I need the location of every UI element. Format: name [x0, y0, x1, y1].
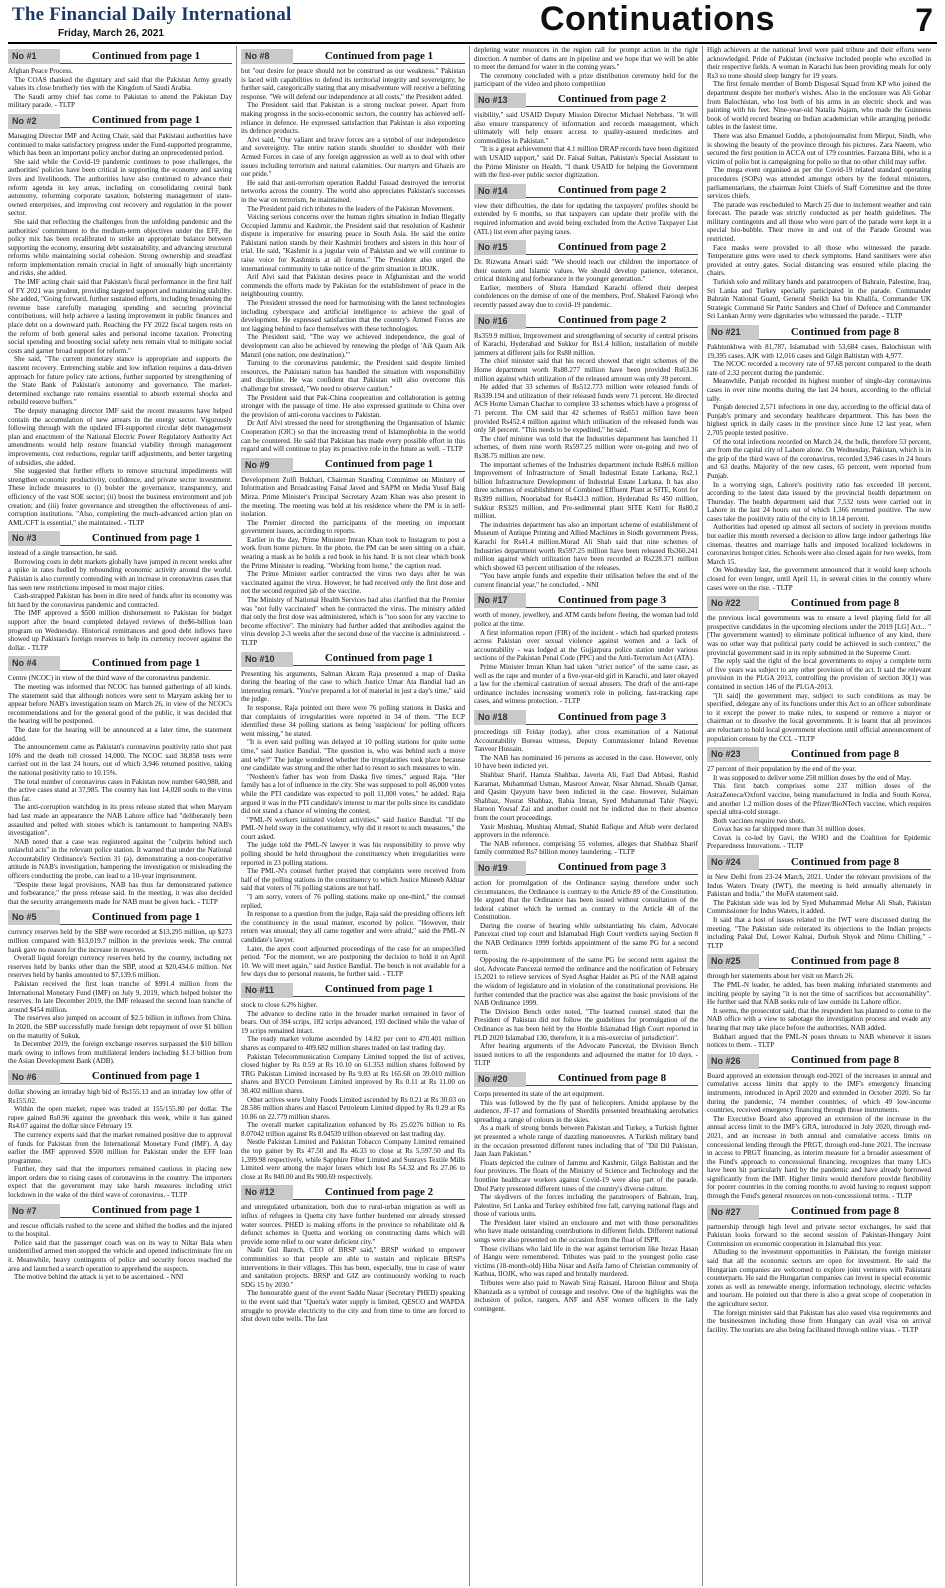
article-paragraph: Nestle Pakistan Limited and Pakistan Tobacco Company Limited remained the top gainer by Rs 47.50 and Rs 46.33 to close at Rs 5,597.50 and Rs 1,399.98 respectively, while Sapphire Fiber Limited and Sunrays Textile Mills Limited were among the major losers which lost Rs 54.32 and Rs 27.06 to close at Rs 840.00 and Rs 900.69 respectively.: [241, 1138, 465, 1181]
continued-from-label: Continued from page 1: [293, 983, 465, 997]
article-number-tag: No #4: [8, 656, 60, 671]
article-number-tag: No #8: [241, 49, 293, 64]
continued-from-label: Continued from page 1: [60, 114, 232, 128]
column-1: [8, 46, 232, 1586]
article-paragraph: Development Zulfi Bukhari, Chairman Standing Committee on Ministry of Information and Broadcasting Faisal Javed and SAPM on Media Yusuf Baig Mirza. Prime Minister's Principal Secretary Azam Khan was also present in the meeting. The meeting was held at his residence where the PM is in self-isolation.: [241, 475, 465, 519]
article-paragraph: The announcement came as Pakistan's coronavirus positivity ratio shot past 10% and the death toll crossed 14,000. The NCOC said 38,858 tests were carried out in the last 24 hours, out of which 3,946 returned positive, taking the national positivity ratio to 10.15%.: [8, 743, 232, 777]
article-paragraph: The IMF acting chair said that Pakistan's fiscal performance in the first half of FY 2021 was prudent, providing targeted support and maintaining stability. She added, "Going forward, further sustained efforts, including broadening the revenue base carefully managing spending and securing provincial contributions, will help achieve a lasting improvement in public finances and place debt on a downward path. Reaching the FY 2022 fiscal targets rests on the reform of both general sales and personal income taxation. Protecting social spending and boosting social safety nets remain vital to mitigate social costs and garner broad support for reform.": [8, 278, 232, 355]
article-paragraph: The foreign minister said that Pakistan has also eased visa requirements and the businessmen including those from Hungary can avail visa on arrival facility. The tourists are also being facilitated through online visas. - TLTP: [707, 1308, 931, 1334]
article-paragraph: The President later visited an enclosure and met with those personalities who have made outstanding contributions in different fields. Different national songs were also presented on the occasion from the float of ISPR.: [474, 1218, 698, 1245]
article-paragraph: Covax is co-led by Gavi, the WHO and the Coalition for Epidemic Preparedness Innovations. - TLTP: [707, 833, 931, 851]
article-heading: [707, 596, 931, 611]
article-paragraph: He added that 33 schemes of Rs512.773 million were released funds of Rs339.194 and utilization of their released funds were 71 percent. He directed ACS Home Usman Chachar to complete 33 schemes which have a progress of 71 percent. The CM said that 42 schemes of Rs651 million have been provided Rs452.4 million against which utilisation of the released funds was only 58 percent. "This needs to be expedited," he said.: [474, 383, 698, 435]
continued-from-label: Continued from page 1: [60, 532, 232, 546]
article-paragraph: She said while the Covid-19 pandemic continues to pose challenges, the authorities' policies have been critical in supporting the economy and saving lives and livelihoods. The authorities have also continued to advance their reform agenda in key areas, including on consolidating central bank autonomy, reforming corporate taxation, bolstering management of state-owned enterprises, and improving cost recovery and regulation in the power sector.: [8, 157, 232, 218]
article-number-tag: No #13: [474, 93, 526, 108]
continued-from-label: Continued from page 8: [759, 1205, 931, 1219]
article-paragraph: "You have ample funds and expedite their utilisation before the end of the current financial year," he concluded. - NNI: [474, 572, 698, 589]
continued-from-label: Continued from page 2: [526, 93, 698, 107]
article-paragraph: In response, Raja pointed out there were 76 polling stations in Daska and that complaints of irregularities were reported in 34 of them. "The ECP identified these 34 polling stations as being 'suspicious' for polling officers went missing," he stated.: [241, 703, 465, 738]
continuation-article: [707, 596, 931, 743]
article-paragraph: The chief minister said that his record showed that eight schemes of the Home department worth Rs88.277 million have been provided Rs63.36 million against which utilization of the released amount was only 39 percent.: [474, 357, 698, 383]
continued-from-label: Continued from page 2: [526, 314, 698, 328]
continued-from-label: Continued from page 1: [60, 1204, 232, 1218]
article-paragraph: The Executive Board also approved an extension of the increase in the annual access limit to the IMF's GRA, introduced in July 2020, through end-2021, and an increase in both annual and cumulative access limits on concessional lending through the PRGT, through end-June 2021. The increase in access to PRGT financing, as interim measure for a broader assessment of the Fund's approach to concessional financing, recognizes that many LICs have been hit particularly hard by the pandemic and have already borrowed significantly from the IMF. Higher limits would therefore provide flexibility for poorer countries in the coming months to avoid having to request support through the Fund's general resources on non-concessional terms. - TLTP: [707, 1114, 931, 1201]
article-paragraph: Afghan Peace Process.: [8, 67, 73, 75]
article-paragraph: It was supposed to deliver some 258 million doses by the end of May.: [713, 773, 912, 782]
article-number-tag: No #22: [707, 596, 759, 611]
continuation-article: [707, 1054, 931, 1201]
article-paragraph: The Ministry of National Health Services had also clarified that the Premier was "not fully vaccinated" when he contracted the virus. The ministry added that only the first dose was administered, which is "too soon for any vaccine to become effective". The ministry had further added that antibodies against the virus develop 2-3 weeks after the second dose of the vaccine is administered. - TLTP: [241, 596, 465, 647]
article-paragraph: The meeting was informed that NCOC has banned gatherings of all kinds. The statement said that although notices were sent to Maryam asking her to appear before NAB's investigation team on March 26, in view of the NCOC's recommendations and for the general good of the public, it was decided that the hearing will be postponed.: [8, 683, 232, 726]
article-heading: [8, 531, 232, 546]
article-paragraph: There was also Emanuel Guddo, a photojournalist from Mirpur, Sindh, who is showing the beauty of the province through his pictures. Zara Naeem, who secured the first position in ACCA out of 179 countries. Farzana Bibi, who is a victim of polio but is campaigning for polio so that no other child may suffer.: [707, 131, 931, 166]
article-paragraph: She suggested that further efforts to remove structural impediments will strengthen economic productivity, confidence, and private sector investment. These include measures to (i) bolster the governance, transparency, and efficiency of the vast SOE sector; (ii) boost the business environment and job creation; and (iii) foster governance and strengthen the effectiveness of anti-corruption institutions. "Also, completing the much-advanced action plan on AML/CFT is essential," she maintained. - TLTP: [8, 467, 232, 527]
article-paragraph: in New Delhi from 23-24 March, 2021. Under the relevant provisions of the Indus Waters Treaty (IWT), the meeting is held annually alternately in Pakistan and India," the MoFA statement said.: [707, 873, 931, 899]
article-paragraph: Overall liquid foreign currency reserves held by the country, including net reserves held by banks other than the SBP, stood at $20,434.6 million. Net reserves held by banks amounted to $7,139.6 million.: [8, 954, 232, 980]
article-paragraph: The industries department has also an important scheme of establishment of Museum of Antique Printing and Allied Machines in Sindh government Press, Karachi for Rs41.4 million.Murad Ali Shah said that nine schemes of Industries department worth Rs597.25 million have been released Rs360.241 million against which utilization have been recorded at Rs228.371 million which showed 63 percent utilisation of the releases.: [474, 520, 698, 572]
continuation-article: [707, 747, 931, 851]
continuation-article: [707, 954, 931, 1049]
article-heading: [8, 656, 232, 671]
continuation-article: [707, 325, 931, 592]
article-paragraph: Bukhari argued that the PML-N poses threats to NAB whenever it issues notices to them. - TLTP: [707, 1032, 931, 1050]
article-number-tag: No #20: [474, 1072, 526, 1087]
article-paragraph: On Wednesday last, the government announced that it would keep schools closed for even longer, until April 11, in several cities in the country where cases were on the rise. - TLTP: [707, 566, 931, 592]
article-paragraph: Opposing the re-appointment of the same PG for second term against the slot, Advocate Pancezai termed the ordinance and the notification of February 15,2021 to relieve services of Syed Asghar Haider as PG of the NAB against the wisdom of legislature and in violation of the constitutional provisions. He further contended that the practice was also against the basic provisions of the NAB Ordinance 1999.: [474, 956, 698, 1008]
article-paragraph: The NCOC recorded a recovery rate of 97.68 percent compared to the death rate of 2.32 percent during the pandemic.: [707, 360, 931, 377]
article-paragraph: Further, they said that the importers remained cautious in placing new import orders due to rising cases of coronavirus in the country. The importers expect that the government may take harsh measures including strict lockdown in the wake of the third wave of coronavirus. - TLTP: [8, 1165, 232, 1200]
article-paragraph: instead of a single transaction, he said.: [8, 549, 118, 558]
section-title: Continuations: [540, 0, 776, 38]
article-number-tag: No #17: [474, 593, 526, 608]
continued-from-label: Continued from page 1: [60, 1070, 232, 1084]
article-heading: [241, 458, 465, 473]
article-paragraph: Within the open market, rupee was traded at 155/155.80 per dollar. The rupee gained Rs0.96 against the greenback this week, while it has gained Rs4.07 against the dollar since February 19.: [8, 1105, 232, 1131]
continued-from-label: Continued from page 3: [526, 861, 698, 875]
article-paragraph: It seems, the prosecutor said, that the respondent has planned to come to the NAB office with a view to sabotage the investigation process and evade any hearing that may take place before the authorities, NAB added.: [707, 1006, 931, 1032]
article-paragraph: NAB noted that a case was registered against the "culprits behind such unlawful acts" in the relevant police station. It warned that under the National Accountability Ordinance's Section 31 (a), demonstrating a non-cooperative attitude in NAB's investigation, hampering the investigation or misleading the officers conducting the probe, can lead to a 10-year imprisonment.: [8, 837, 232, 881]
continued-from-label: Continued from page 1: [60, 50, 232, 64]
article-paragraph: The skydivers of the forces including the paratroopers of Bahrain, Iraq, Palestine, Sri Lanka and Turkey exhibited free fall, carrying national flags and those of various units.: [474, 1193, 698, 1219]
article-heading: [241, 1185, 465, 1200]
article-heading: [474, 314, 698, 329]
article-paragraph: Covax has so far shipped more than 31 million doses.: [713, 825, 866, 834]
article-paragraph: This first batch comprises some 237 million doses of the AstraZeneca/Oxford vaccine, being manufactured in India and South Korea, and another 1.2 million doses of the Pfizer/BioNTech vaccine, which requires special ultra-cold storage.: [707, 782, 931, 817]
article-paragraph: The currency experts said that the market remained positive due to approval of funds for Pakistan from the International Monetary Fund (IMF). A day earlier the IMF approved $500 million for Pakistan under the EFF loan programme.: [8, 1130, 232, 1165]
article-paragraph: Authorities had opened up almost all sectors of society in previous months but earlier this month reversed a decision to allow large indoor gatherings like cinemas, theatres and marriage halls and imposed localized lockdowns in coronavirus hotspot cities. Schools were also closed again for two weeks, from March 15.: [707, 523, 931, 566]
continuation-article: [707, 46, 931, 321]
article-paragraph: Managing Director IMF and Acting Chair, said that Pakistani authorities have continued to make satisfactory progress under the Fund-supported programme, which has been an important policy anchor during an unprecedented period.: [8, 131, 232, 158]
article-heading: [474, 93, 698, 108]
article-number-tag: No #23: [707, 747, 759, 762]
article-heading: [474, 184, 698, 199]
article-heading: [241, 652, 465, 667]
continued-from-label: Continued from page 3: [526, 711, 698, 725]
article-paragraph: High achievers at the national level were paid tribute and their efforts were acknowledged. Pride of Pakistan (inclusive included people who excelled in their respective fields. A woman in Karachi has been providing meals for only Rs3 so none should sleep hungry for 19 years.: [707, 46, 931, 80]
article-paragraph: Arif Alvi said that Pakistan desires peace in Afghanistan and the world commends the efforts made by Pakistan for the establishment of peace in the neighbouring country.: [241, 273, 465, 299]
continuation-article: [8, 49, 232, 110]
article-heading: [474, 240, 698, 255]
continuation-article: [241, 983, 465, 1181]
article-heading: [707, 954, 931, 969]
article-paragraph: She said, "The current monetary stance is appropriate and supports the nascent recovery. Entrenching stable and low inflation requires a data-driven approach for future policy rate actions, further supported by strengthening of the State Bank of Pakistan's autonomy and governance. The market-determined exchange rate remains essential to absorb external shocks and rebuild reserve buffers.": [8, 355, 232, 407]
continuation-article: [241, 1185, 465, 1323]
article-paragraph: The advance to decline ratio in the broader market remained in favor of bears. Out of 394 scrips, 182 scrips advanced, 193 declined while the value of 19 scrips remained intact.: [241, 1009, 465, 1035]
article-paragraph: "It is even said polling was delayed at 10 polling stations for quite some time," said Justice Bandial. "The question is, who was behind such a move and why?" The judge wondered whether the irregularities took place because one candidate was strong and the other had to resort to such measures to win.: [241, 738, 465, 773]
article-heading: [8, 1204, 232, 1219]
article-paragraph: Borrowing costs in debt markets globally have jumped in recent weeks after a spike in rates fuelled by rebounding economic activity around the world. Pakistan is also currently contending with an increase in coronavirus cases that has seen new restrictions imposed in most major cities.: [8, 557, 232, 592]
continuation-article: [474, 184, 698, 236]
article-number-tag: No #11: [241, 983, 293, 998]
continued-from-label: Continued from page 1: [60, 911, 232, 925]
issue-date: Friday, March 26, 2021: [58, 28, 164, 39]
article-number-tag: No #7: [8, 1204, 60, 1219]
article-paragraph: As a mark of strong bonds between Pakistan and Turkey, a Turkish fighter jet presented a whole range of dazzling manoeuvres. A Turkish military band in the occasion presented different tunes including that of "Dil Dil Pakistan, Jaan Jaan Pakistan.": [474, 1124, 698, 1159]
article-paragraph: In a worrying sign, Lahore's positivity ratio has exceeded 18 percent, according to the latest data issued by the provincial health department on Thursday. The health department said that 7,532 tests were carried out in Lahore in the last 24 hours out of which 1,366 returned positive. The new cases take the positivity ratio of the city to 18.14 percent.: [707, 480, 931, 523]
article-number-tag: No #14: [474, 184, 526, 199]
article-paragraph: He said that anti-terrorism operation Raddul Fassad destroyed the terrorist networks across the country. The world also appreciates Pakistan's successes in the war on terrorism, he maintained.: [241, 178, 465, 204]
continued-from-label: Continued from page 3: [526, 594, 698, 608]
article-paragraph: 27 percent of their population by the end of the year.: [707, 765, 857, 774]
article-paragraph: The total number of coronavirus cases in Pakistan now number 640,988, and the active cases stand at 37,985. The country has lost 14,028 souls to the virus thus far.: [8, 777, 232, 803]
article-paragraph: Board approved an extension through end-2021 of the increases in annual and cumulative access limits that apply to the IMF's emergency financing instruments, introduced in April 2020 and extended in October 2020. So far during the pandemic, 74 member countries, of which 49 low-income countries, received emergency financing through those instruments.: [707, 1071, 931, 1115]
article-paragraph: visibility," said USAID Deputy Mission Director Michael Nehrbass. "It will also ensure transparency of information and records management, which ultimately will help ensure access to quality-assured medicines and commodities in Pakistan.": [474, 110, 698, 145]
article-paragraph: The overall market capitalization enhanced by Rs 25.0276 billion to Rs 8.07042 trillion against Rs 8.04539 trillion observed on last trading day.: [241, 1121, 465, 1138]
article-paragraph: The anti-corruption watchdog in its press release stated that when Maryam had last made an appearance the NAB Lahore office had "deliberately been assaulted and pelted with stones which is tantamount to hampering NAB's investigation".: [8, 803, 232, 838]
article-heading: [8, 1070, 232, 1085]
continued-from-label: Continued from page 8: [759, 326, 931, 340]
article-paragraph: The date for the hearing will be announced at a later time, the statement added.: [8, 725, 232, 743]
continuation-article: [474, 593, 698, 706]
masthead-rule: [8, 42, 937, 44]
article-paragraph: She said that reflecting the challenges from the unfolding pandemic and the authorities' commitment to the medium-term objectives under the EFF, the policy mix has been recalibrated to strike an appropriate balance between supporting the economy, ensuring debt sustainability, and advancing structural reforms while maintaining social cohesion. Strong ownership and steadfast reform implementation remain crucial in light of unusually high uncertainty and risks, she added.: [8, 217, 232, 278]
article-heading: [474, 861, 698, 876]
article-paragraph: Floats depicted the culture of Jammu and Kashmir, Gilgit Baltistan and the four provinces. The floats of the Ministry of Science and Technology and the frontline healthcare workers against Covid-19 were also part of the parade. Dhol Party presented different tunes of the country's diverse culture.: [474, 1158, 698, 1193]
continuation-article: [241, 49, 465, 454]
column-3: [474, 46, 698, 1586]
article-heading: [707, 325, 931, 340]
article-number-tag: No #25: [707, 954, 759, 969]
continuation-article: [707, 855, 931, 950]
article-paragraph: It said that a host of issues related to the IWT were discussed during the meeting. "The Pakistan side reiterated its objections to the Indian projects including Pakal Dul, Lower Kalnai, Durbuk Shyok and Nimu Chilling." - TLTP: [707, 916, 931, 950]
continuation-article: [8, 1204, 232, 1282]
article-paragraph: After hearing arguments of the Advocate Pancezai, the Division Bench issued notices to all the respondents and adjourned the matter for 10 days. - TLTP: [474, 1042, 698, 1068]
article-number-tag: No #3: [8, 531, 60, 546]
article-number-tag: No #19: [474, 861, 526, 876]
continued-from-label: Continued from page 8: [759, 748, 931, 762]
article-number-tag: No #10: [241, 652, 293, 667]
column-divider: [469, 46, 470, 1586]
article-paragraph: "[It said] the government may, subject to such conditions as may be specified, delegate any of its functions under this Act to an officer subordinate to it except the power to make rules, to suspend or remove a mayor or chairman or to dissolve the local governments. It is learnt that all provinces are reluctant to hold local government elections until official announcement of population census by the CCI. - TLTP: [707, 691, 931, 743]
article-paragraph: The President said that Pak-China cooperation and collaboration is getting stronger with the passage of time. He also expressed gratitude to China over the provision of anti-corona vaccines to Pakistan.: [241, 393, 465, 419]
continued-from-label: Continued from page 8: [759, 597, 931, 611]
article-paragraph: Punjab detected 2,571 infections in one day, according to the official data of Punjab's primary and secondary healthcare department. This has been the highest uptick in daily cases in the province since June 12 last year, when 2,705 people tested positive.: [707, 403, 931, 437]
article-paragraph: The motive behind the attack is yet to be ascertained. - NNI: [14, 1273, 184, 1282]
article-paragraph: proceedings till Friday (today), after cross examination of a National Accountability Bureau witness, Deputy Commissioner Inland Revenue Tanveer Hussain.: [474, 728, 698, 754]
article-paragraph: The President said, "The way we achieved independence, the goal of development can also be achieved by renewing the pledge of 'Aik Qaum Aik Manzil (one nation, one destination).'": [241, 333, 465, 359]
article-paragraph: The parade was rescheduled to March 25 due to inclement weather and rain forecast. The parade was strictly conducted as per health guidelines. The military contingents and all those who were part of the parade were kept in a special bio-bubble. Their move in and out of the Parade Ground was restricted.: [707, 200, 931, 244]
continuation-article: [8, 1070, 232, 1200]
article-heading: [241, 49, 465, 64]
article-paragraph: The reply said the right of the local governments to enjoy a complete term of five years was subject to any other provision of the act. It said the relevant provision in the PLGA 2013, controlling the provision of section 30(1) was contained in section 146 of the PLGA-2013.: [707, 657, 931, 691]
article-paragraph: view their difficulties, the date for updating the taxpayers' profiles should be extended by 6 months, so that taxpayers can update their profile with the required information and avoid being excluded from the Active Taxpayer List (ATL) list even after paying taxes.: [474, 201, 698, 236]
newspaper-name: The Financial Daily International: [12, 4, 292, 25]
article-paragraph: Turkish solo and military bands and paratroopers of Bahrain, Palestine, Iraq, Sri Lanka and Turkey specially participated in the parade. Commander Bahrain National Guard, General Sheikh Isa bin Khalifa, Commander UK Strategic Command Sir Patric Sanders and Chief of Defence and Commander Sri Lankan Army were dignitaries who witnessed the parade. - TLTP: [707, 278, 931, 321]
article-heading: [8, 49, 232, 64]
continuation-article: [474, 46, 698, 89]
article-paragraph: "Nosheen's father has won from Daska five times," argued Raja. "Her family has a lot of influence in the city. She was supposed to poll 46,000 votes while the PTI candidate was expected to poll 11,000 votes," he added. Raja argued it was in the PTI candidate's interest to mar the polls since its candidate did not stand a chance of winning the contest.: [241, 772, 465, 816]
article-paragraph: The PML-N leader, he added, has been making infuriated statements and inciting people by saying "it is not the time of sacrifices but accountability". He further said that NAB seeks rule of law outside its Lahore office.: [707, 981, 931, 1007]
continuation-article: [8, 531, 232, 652]
article-paragraph: stock to close 6.2% higher.: [241, 1000, 318, 1009]
article-paragraph: The President paid rich tributes to the leaders of the Pakistan Movement.: [247, 204, 454, 213]
article-paragraph: The honourable guest of the event Saddu Nasar (Secretary PHED) speaking to the event said that "Quetta's water supply is limited, QESCO and WAPDA struggle to provide electricity to the city and from time to time are forced to shut down tube wells. The fast: [241, 1289, 465, 1324]
article-number-tag: No #9: [241, 458, 293, 473]
article-paragraph: The deputy managing director IMF said the recent measures have helped contain the accumulation of new arrears in the energy sector. Vigorously following through with the updated IFI-supported circular debt management plan and enactment of the National Electric Power Regulatory Authority Act amendments would help restore financial viability through management improvements, cost reductions, regular tariff adjustments, and better targeting of subsidies, she added.: [8, 406, 232, 467]
article-paragraph: The IMF approved a $500 million disbursement to Pakistan for budget support after the board completed delayed reviews of the$6-billion loan program on Wednesday. Historical remittances and good debt inflows have showed up Pakistan's foreign reserves to help its currency recover against the dollar. - TLTP: [8, 609, 232, 652]
article-heading: [707, 855, 931, 870]
article-paragraph: worth of money, jewellery, and ATM cards before fleeing, the woman had told police at the time.: [474, 611, 698, 629]
continued-from-label: Continued from page 2: [526, 184, 698, 198]
continued-from-label: Continued from page 1: [293, 50, 465, 64]
continuation-article: [474, 93, 698, 180]
article-paragraph: The PML-N's counsel further prayed that complaints were received from half of the polling stations in the constituency to which Justice Muneeb Akhtar said that voters of 76 polling stations are not half.: [241, 867, 465, 893]
continued-from-label: Continued from page 2: [293, 1186, 465, 1200]
article-paragraph: The COAS thanked the dignitary and said that the Pakistan Army greatly values its close brotherly ties with the Kingdom of Saudi Arabia.: [8, 75, 232, 93]
article-paragraph: and unregulated urbanization, both due to rural-urban migration as well as influx of refugees in Quetta city have further burdened our already stressed water sources. PHED is making efforts in the province to rehabilitate old & defunct schemes in Quetta and working on constructing dams which will provide some relief to our water deficient city.": [241, 1203, 465, 1246]
continuation-article: [474, 240, 698, 310]
column-4: [707, 46, 931, 1586]
article-paragraph: This was followed by the fly past of helicopters. Amidst applause by the audience, JF-17 and formations of Sherdils presented breathtaking aerobatics spreading a range of colours in the skies.: [474, 1098, 698, 1124]
article-paragraph: partnership through high level and private sector exchanges, he said that Pakistan looks forward to the second session of Pakistan-Hungary Joint Commission on economic cooperation in Islamabad this year.: [707, 1222, 931, 1248]
article-heading: [707, 747, 931, 762]
article-paragraph: The first female member of Bomb Disposal Squad from KP who joined the department despite her mother's wishes. Also in the enclosure was Ali Gohar from Balochistan, who lost both of his arms in an electric shock and was painting with his feet. Nine-year-old Natalia Najam, who made the Guinness book of world record bearing on Indian academician while arranging periodic tables in the fastest time.: [707, 80, 931, 132]
article-paragraph: Pakistan Telecommunication Company Limited topped the list of actives, closed higher by Rs 0.59 at Rs 10.10 on 61.353 million shares followed by TRG Pakistan Limited increased by Rs 9.83 at Rs 165.68 on 39.010 million shares and BYCO Petroleum Limited improved by Rs 0.11 at Rs 11.00 on 38.402 million shares.: [241, 1052, 465, 1095]
article-heading: [8, 114, 232, 129]
article-paragraph: During the course of hearing while substantiating his claim, Advocate Pancezai cited top court and Islamabad High Court verdicts saying Section 8 the NAB Ordinance 1999 forbids appointment of the same PG for a second term.: [474, 921, 698, 956]
continuation-article: [8, 114, 232, 527]
continuation-article: [474, 314, 698, 590]
article-paragraph: Alvi said, "Our valiant and brave forces are a symbol of our independence and sovereignty. The entire nation stands shoulder to shoulder with their Armed Forces in case of any foreign aggression as well as to deal with other issues including terrorism and natural calamities. Our martyrs and Ghazis are our pride.": [241, 135, 465, 179]
continuation-article: [474, 861, 698, 1068]
article-heading: [474, 1072, 698, 1087]
continued-from-label: Continued from page 8: [526, 1072, 698, 1086]
article-paragraph: The Premier directed the participants of the meeting on important government issues, according to reports.: [241, 518, 465, 536]
article-paragraph: Dr. Rizwana Ansari said: "We should teach our children the importance of their eastern and Islamic values. We should develop patience, tolerance, critical thinking and forbearance in the younger generation.": [474, 258, 698, 284]
column-divider: [236, 46, 237, 1586]
article-paragraph: action for promulgation of the Ordinance saying therefore under such circumstances, the Ordinance is contrary to the Article 89 of the Constitution. He argued that the Ordinance has been issued without consultation of the federal cabinet which he termed as contrary to the Article 48 of the Constitution.: [474, 878, 698, 922]
article-paragraph: dollar showing an intraday high bid of Rs155.13 and an intraday low offer of Rs155.02.: [8, 1087, 232, 1105]
article-paragraph: The ready market volume ascended by 14.82 per cent to 470.401 million shares as compared to 409.682 million shares traded on last trading day.: [241, 1035, 465, 1052]
article-heading: [474, 710, 698, 725]
article-heading: [241, 983, 465, 998]
continued-from-label: Continued from page 8: [759, 1054, 931, 1068]
article-paragraph: Tributes were also paid to Nawab Siraj Raisani, Haroon Bilour and Shuja Khanzada as a symbol of courage and resolve. One of the highlights was the inclusion of police, rangers, ANF and ASF women officers in the lady contingent.: [474, 1279, 698, 1313]
article-paragraph: The ceremony concluded with a prize distribution ceremony held for the participant of the video and photo competition: [474, 71, 698, 89]
article-number-tag: No #2: [8, 114, 60, 129]
masthead: [0, 0, 945, 48]
continued-from-label: Continued from page 8: [759, 955, 931, 969]
article-paragraph: Pakhtunkhwa with 81,787, Islamabad with 53,684 cases, Balochistan with 19,395 cases, AJK with 12,016 cases and Gilgit Baltistan with 4,977.: [707, 343, 931, 360]
article-heading: [707, 1054, 931, 1069]
article-paragraph: "I am sorry, voters of 76 polling stations make up one-third," the counsel replied.: [241, 893, 465, 910]
article-paragraph: Centre (NCOC) in view of the third wave of the coronavirus pandemic.: [8, 674, 211, 683]
page-number: 7: [915, 2, 933, 38]
article-paragraph: currency reserves held by the SBP were recorded at $13,295 million, up $273 million compared with $13,019.7 million in the previous week. The central bank gave no reason for the increase in reserves.: [8, 928, 232, 954]
article-paragraph: Pakistan received the first loan tranche of $991.4 million from the International Monetary Fund (IMF) on July 9, 2019, which helped bolster the reserves. In late December 2019, the IMF released the second loan tranche of around $454 million.: [8, 980, 232, 1014]
article-number-tag: No #1: [8, 49, 60, 64]
article-paragraph: The important schemes of the Industries department include Rs86.6 million Improvement of Infrastructure of Small Industrial Estate Larkana, Rs2.1 billion Infrastructure Development of Industrial Estate Larkana. It has also three schemes of establishment of Combined Effluent Plant at SITE, Kotri for Rs399 million, Nooriabad for Rs443.3 million, Hyderabad Rs 450 million, Sukkur RS325 million, and Pre-sedimental plant SITE Kotri for Rs80.2 million.: [474, 460, 698, 521]
article-paragraph: Earlier, members of Shura Hamdard Karachi offered their deepest condolences on the demise of one of the members, Prof. Shakeel Farooqi who recently passed away due to covid-19 pandemic.: [474, 283, 698, 310]
article-paragraph: In December 2019, the foreign exchange reserves surpassed the $10 billion mark owing to inflows from multilateral lenders including $1.3 billion from the Asian Development Bank (ADB).: [8, 1040, 232, 1066]
article-paragraph: "It is a great achievement that 4.1 million DRAP records have been digitized with USAID support," said Dr. Faisal Sultan, Pakistan's Special Assistant to the Prime Minister on Health. "I thank USAID for helping the Government with the first-ever public sector digitization.: [474, 145, 698, 180]
article-paragraph: The NAB has nominated 16 persons as accused in the case. However, only 10 have been indicted yet.: [474, 753, 698, 771]
article-paragraph: Meanwhile, Punjab recorded its highest number of single-day coronavirus cases in over nine months during the last 24 hours, according to the official tally.: [707, 377, 931, 403]
article-paragraph: In response to a question from the judge, Raja said the presiding officers left the constituency in the usual manner, escorted by police. "However, their return was unusual; they all came together and were afraid," said the PML-N candidate's lawyer.: [241, 910, 465, 944]
article-paragraph: The NAB reference, comprising 55 volumes, alleges that Shahbaz Sharif family committed Rs7 billion money laundering. - TLTP: [474, 839, 698, 857]
article-number-tag: No #12: [241, 1185, 293, 1200]
article-paragraph: "PML-N workers initiated violent activities," said Justice Bandial. "If the PML-N held sway in the constituency, why did it resort to such measures," the court asked.: [241, 815, 465, 841]
article-paragraph: Prime Minister Imran Khan had taken "strict notice" of the same case, as well as the rape and murder of a five-year-old girl in Karachi, and later okayed a law for the chemical castration of sexual abusers. The draft of the anti-rape ordinance includes increasing women's role in policing, fast-tracking rape cases, and witness protection. - TLTP: [474, 663, 698, 706]
article-paragraph: "Despite these legal provisions, NAB has thus far demonstrated patience and forbearance," the press release said. In the meeting, it was also decided that the security arrangements made for NAB must be given back. - TLTP: [8, 880, 232, 906]
article-paragraph: Shahbaz Sharif, Hamza Shahbaz, Javeria Ali, Fazl Dad Abbasi, Rashid Karamat, Muhammad Usman, Masroor Anwar, Nisar Ahmad, Shoaib Qamar, and Qasim Qayyum have been indicted in the case. However, Sulaiman Shahbaz, Nusrat Shahbaz, Rabia Imran, Syed Muhammad Tahir Naqvi, Haroon Yousaf Zai and another could not be indicted due to their absence from the court proceedings.: [474, 770, 698, 822]
continued-from-label: Continued from page 1: [60, 657, 232, 671]
continued-from-label: Continued from page 1: [293, 652, 465, 666]
article-paragraph: The Saudi army chief has come to Pakistan to attend the Pakistan Day military parade. - TLTP: [8, 92, 232, 110]
article-paragraph: Yasir Mushtaq, Mushtaq Ahmad, Shahid Rafique and Aftab were declared approvers in the reference.: [474, 822, 698, 840]
article-paragraph: Voicing serious concerns over the human rights situation in Indian Illegally Occupied Jammu and Kashmir, the President said that resolution of Kashmir dispute is imperative for ensuring peace in South Asia. He said the entire Pakistani nation stands by their Kashmiri brothers and sisters in this hour of trial. He said, "Kashmir is a jugular vein of Pakistan and we will continue to raise voice for Kashmiris at all forums." The President also urged the international community to take notice of the grim situation in IIOJK.: [241, 213, 465, 273]
article-paragraph: Earlier in the day, Prime Minister Imran Khan took to Instagram to post a work from home picture. In the photo, the PM can be seen sitting on a chair, wearing a mask as he holds a red book in his hand. It is not clear which book the Prime Minister is reading. "Working from home," the caption read.: [241, 535, 465, 570]
article-paragraph: The judge told the PML-N lawyer it was his responsibility to prove why polling should be held throughout the constituency when irregularities were reported in 23 polling stations.: [241, 841, 465, 867]
article-number-tag: No #27: [707, 1205, 759, 1220]
article-heading: [474, 593, 698, 608]
article-paragraph: The mega event organised as per the Covid-19 related standard operating procedures (SOPs) was attended amongst others by the federal ministers, parliamentarians, the chairman Joint Chiefs of Staff Committee and the three services chiefs.: [707, 166, 931, 201]
article-number-tag: No #24: [707, 855, 759, 870]
continued-from-label: Continued from page 8: [759, 856, 931, 870]
continuation-article: [474, 710, 698, 857]
article-number-tag: No #5: [8, 910, 60, 925]
article-paragraph: Nadir Gul Barech, CEO of BRSP said," BRSP worked to empower communities so that people are able to sustain and replicate BRSP's interventions in their villages. This has been, especially, true in case of water and sanitation projects. BRSP and GIZ are continuously working to reach SDG 15 by 2030.": [241, 1246, 465, 1289]
article-paragraph: but "our desire for peace should not be construed as our weakness." Pakistan is laced with capabilities to defend its territorial integrity and sovereignty, he further said, categorically stating that any misadventure will receive a befitting response. "We will defend our independence at all costs," the President added.: [241, 67, 465, 101]
column-divider: [702, 46, 703, 1586]
article-paragraph: Later, the apex court adjourned proceedings of the case for an unspecified period. "For the moment, we are postponing the decision to hold it on April 10. We will meet again," said Justice Bandial. The bench is not available for a few days due to personal reasons, he further said. - TLTP: [241, 944, 465, 979]
continuation-article: [8, 656, 232, 906]
continuation-article: [707, 1205, 931, 1335]
article-number-tag: No #21: [707, 325, 759, 340]
article-paragraph: Presenting his arguments, Salman Akram Raja presented a map of Daska during the hearing of the case to which Justice Umar Ata Bandial had an interesting remark. "You've prepared a lot of material in just a day's time," said the judge.: [241, 669, 465, 704]
article-paragraph: The Pakistan side was led by Syed Muhammad Mehar Ali Shah, Pakistan Commissioner for Indus Waters, it added.: [707, 898, 931, 916]
column-2: [241, 46, 465, 1586]
article-paragraph: Dr Arif Alvi stressed the need for strengthening the Organisation of Islamic Cooperation (OIC) so that the increasing trend of Islamophobia in the world can be countered. He said that Pakistan has made every possible effort in this regard and will continue to play its proactive role in the future as well. - TLTP: [241, 419, 465, 454]
article-number-tag: No #15: [474, 240, 526, 255]
article-paragraph: The reserves also jumped on account of $2.5 billion in inflows from China. In 2020, the SBP successfully made foreign debt repayment of over $1 billion on the maturity of Sukuk.: [8, 1014, 232, 1040]
article-paragraph: Alluding to the investment opportunities in Pakistan, the foreign minister said that all the economic sectors are open for investment. He said the Hungarian companies are welcomed to explore joint ventures with Pakistani counterparts. He said the Hungarian companies can invest in special economic zones as well as renewable energy, information technology, electric vehicles and tourism. He pointed out that there is also a great scope of cooperation in the agriculture sector.: [707, 1248, 931, 1308]
article-paragraph: Rs359.9 million, Improvement and strengthening of security of central prisons of Karachi, Hyderabad and Sukkur for Rs1.4 billion, installation of mobile jammers at different jails for Rs88 million.: [474, 331, 698, 357]
article-heading: [8, 910, 232, 925]
article-paragraph: Other actives were Unity Foods Limited ascended by Rs 0.21 at Rs 30.03 on 28.586 million shares and Hascol Petroleum Limited dipped by Rs 0.29 at Rs 10.86 on 22.779 million shares.: [241, 1095, 465, 1121]
article-number-tag: No #18: [474, 710, 526, 725]
article-heading: [707, 1205, 931, 1220]
article-paragraph: Those civilians who laid life in the war against terrorism like Itezaz Hasan of Hangu were remembered. Tributes was paid to the youngest polio case victims (18-month-old) Hiba Nisar and Asifa Jamo of Christian community of Kathua, IIOJK, who was raped and brutally murdered.: [474, 1244, 698, 1279]
article-paragraph: A first information report (FIR) of the incident - which had sparked protests across Pakistan over sexual violence against women and a lack of accountability - was lodged at the Gujjarpura police station under various sections of the Pakistan Penal Code (PPC) and the Anti-Terrorism Act (ATA).: [474, 628, 698, 663]
article-paragraph: through her statements about her visit on March 26.: [707, 972, 854, 981]
article-paragraph: Turning to the coronavirus pandemic, the President said despite limited resources, the Pakistani nation has handled the situation with responsibility and discipline. He was confident that Pakistan will also overcome this challenge but stressed, "We need to observe caution.": [241, 359, 465, 393]
article-paragraph: Corps presented its state of the art equipment.: [474, 1089, 605, 1098]
continued-from-label: Continued from page 2: [526, 241, 698, 255]
article-number-tag: No #26: [707, 1054, 759, 1069]
article-paragraph: The President said that Pakistan is a strong nuclear power. Apart from making progress in the socio-economic sectors, the country has achieved self-reliance in defence. He expressed satisfaction that Pakistan is also exporting its defence products.: [241, 101, 465, 136]
continuation-article: [474, 1072, 698, 1313]
continuation-article: [241, 652, 465, 979]
article-paragraph: Both vaccines require two shots.: [713, 816, 806, 825]
article-paragraph: The President stressed the need for harmonising with the latest technologies including cyberspace and artificial intelligence to achieve the goal of development. He expressed satisfaction that the country's Armed Forces are not lagging behind to face themselves with these technologies.: [241, 299, 465, 333]
article-number-tag: No #16: [474, 314, 526, 329]
continuation-article: [241, 458, 465, 648]
article-paragraph: Face masks were provided to all those who witnessed the parade. Temperature guns were used to check symptoms. Hand sanitisers were also provided at entry gates. Social distancing was ensured while placing the chairs.: [707, 243, 931, 278]
article-paragraph: The chief minister was told that the Industries department has launched 11 schemes, of them nine worth Rs597.25 million were on-going and two of Rs38.75 million are new.: [474, 434, 698, 460]
article-paragraph: The Prime Minister earlier contracted the virus two days after he was vaccinated against the virus. However, he had received only the first dose and not the second required jab of the vaccine.: [241, 570, 465, 596]
article-paragraph: depleting water resources in the region call for prompt action in the right direction. A number of dams are in pipeline and we hope that we will be able to meet the demand for water in the coming years.": [474, 46, 698, 72]
article-paragraph: Police said that the passenger coach was on its way to Niltar Bala when unidentified armed men stopped the vehicle and opened indiscriminate fire on it. Meanwhile, heavy contingents of police and security forces reached the area and launched a search operation to apprehend the suspects.: [8, 1238, 232, 1273]
continued-from-label: Continued from page 1: [293, 458, 465, 472]
article-paragraph: The Division Bench order noted, "The learned counsel stated that the President of Pakistan did not follow the guidelines for promulgation of the Ordinance as has been held by the Honble Islamabad High Court reported in PLD 2020 Islamabad 130, therefore, it is a mis-exercise of jurisdiction".: [474, 1007, 698, 1042]
article-paragraph: the previous local governments was to ensure a level playing field for all prospective candidates in the upcoming elections under the 2019 [LG] Act... "[The government wanted] to eliminate political influence of any kind, there was no other way that political party could be achieved in such context," the provincial government said in its reply submitted in the Supreme Court.: [707, 614, 931, 657]
article-paragraph: Of the total infections recorded on March 24, the bulk, therefore 53 percent, are from the capital city of Lahore alone. On Wednesday, Pakistan, which is in the grip of the third wave of the coronavirus, recorded 3,946 cases in 24 hours and 63 deaths. Majority of the new cases, 65 percent, were reported from Punjab.: [707, 437, 931, 480]
continuation-article: [8, 910, 232, 1066]
article-paragraph: and rescue officials rushed to the scene and shifted the bodies and the injured to the hospital.: [8, 1221, 232, 1239]
article-paragraph: Cash-strapped Pakistan has been in dire need of funds after its economy was hit hard by the coronavirus pandemic and contracted.: [8, 592, 232, 609]
article-number-tag: No #6: [8, 1070, 60, 1085]
